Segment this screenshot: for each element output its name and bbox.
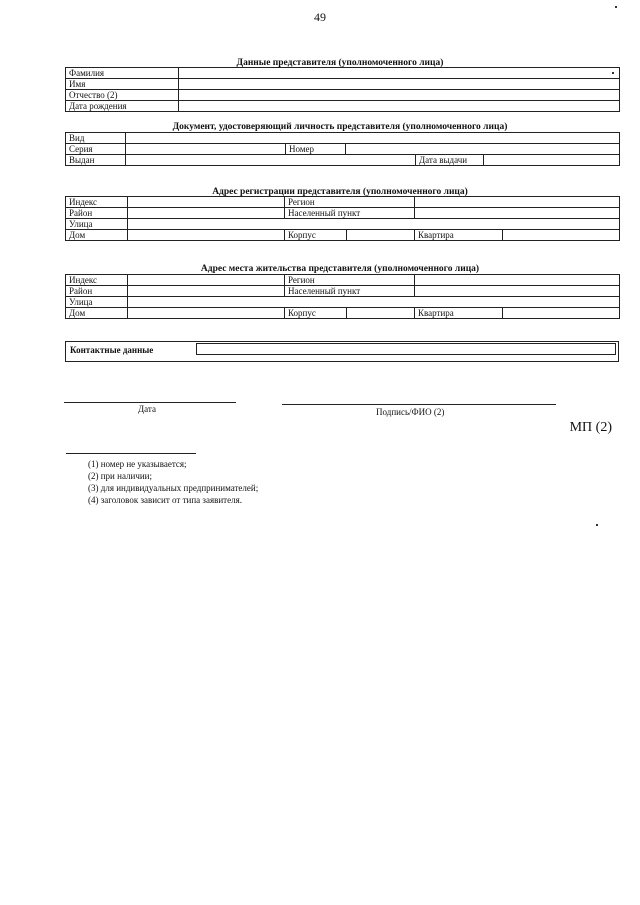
footnote-rule xyxy=(66,453,196,454)
surname-label: Фамилия xyxy=(66,68,179,79)
table-row xyxy=(66,144,620,155)
reg-street-field[interactable] xyxy=(128,219,620,230)
contacts-label: Контактные данные xyxy=(70,345,154,355)
reg-street-label: Улица xyxy=(66,219,128,230)
footnote-1: (1) номер не указывается; xyxy=(88,459,187,469)
table-row xyxy=(66,230,620,241)
footnote-4: (4) заголовок зависит от типа заявителя. xyxy=(88,495,242,505)
table-row xyxy=(66,286,620,297)
reg-apartment-label: Квартира xyxy=(415,230,503,241)
name-field[interactable] xyxy=(179,79,620,90)
representative-table xyxy=(65,67,620,112)
table-row xyxy=(66,219,620,230)
res-index-label: Индекс xyxy=(66,275,128,286)
res-district-field[interactable] xyxy=(128,286,285,297)
doc-type-field[interactable] xyxy=(126,133,620,144)
res-street-label: Улица xyxy=(66,297,128,308)
reg-house-label: Дом xyxy=(66,230,128,241)
table-row xyxy=(66,308,620,319)
reg-region-field[interactable] xyxy=(415,197,620,208)
footnote-2: (2) при наличии; xyxy=(88,471,152,481)
table-row xyxy=(66,297,620,308)
res-region-field[interactable] xyxy=(415,275,620,286)
section-representative-title: Данные представителя (уполномоченного лица) xyxy=(236,58,444,68)
section-id-document-title: Документ, удостоверяющий личность представителя (уполномоченного лица) xyxy=(172,122,508,132)
patronymic-label: Отчество (2) xyxy=(66,90,179,101)
doc-number-label: Номер xyxy=(286,144,346,155)
table-row xyxy=(66,68,620,79)
res-locality-field[interactable] xyxy=(415,286,620,297)
name-label: Имя xyxy=(66,79,179,90)
signature-line[interactable] xyxy=(282,404,556,405)
res-index-field[interactable] xyxy=(128,275,285,286)
table-row xyxy=(66,79,620,90)
reg-district-field[interactable] xyxy=(128,208,285,219)
doc-type-label: Вид xyxy=(66,133,126,144)
doc-series-label: Серия xyxy=(66,144,126,155)
reg-district-label: Район xyxy=(66,208,128,219)
reg-index-label: Индекс xyxy=(66,197,128,208)
registration-address-table xyxy=(65,196,620,241)
doc-issue-date-label: Дата выдачи xyxy=(416,155,484,166)
res-district-label: Район xyxy=(66,286,128,297)
date-caption: Дата xyxy=(138,404,156,414)
res-apartment-field[interactable] xyxy=(503,308,620,319)
reg-apartment-field[interactable] xyxy=(503,230,620,241)
res-building-field[interactable] xyxy=(347,308,415,319)
table-row xyxy=(66,197,620,208)
res-building-label: Корпус xyxy=(285,308,347,319)
signature-caption: Подпись/ФИО (2) xyxy=(376,407,445,417)
doc-issue-date-field[interactable] xyxy=(484,155,620,166)
reg-locality-label: Населенный пункт xyxy=(285,208,415,219)
id-document-table xyxy=(65,132,620,166)
section-registration-address-title: Адрес регистрации представителя (уполномоченного лица) xyxy=(212,187,468,197)
footnotes xyxy=(88,458,258,506)
contacts-field[interactable] xyxy=(196,343,616,355)
date-line[interactable] xyxy=(64,402,236,403)
surname-field[interactable] xyxy=(179,68,620,79)
residence-address-table xyxy=(65,274,620,319)
patronymic-field[interactable] xyxy=(179,90,620,101)
res-house-label: Дом xyxy=(66,308,128,319)
table-row xyxy=(66,133,620,144)
reg-index-field[interactable] xyxy=(128,197,285,208)
doc-issued-label: Выдан xyxy=(66,155,126,166)
table-row xyxy=(66,208,620,219)
res-house-field[interactable] xyxy=(128,308,285,319)
scan-speck xyxy=(612,72,614,74)
res-apartment-label: Квартира xyxy=(415,308,503,319)
table-row xyxy=(66,275,620,286)
doc-series-field[interactable] xyxy=(126,144,286,155)
doc-number-field[interactable] xyxy=(346,144,620,155)
res-street-field[interactable] xyxy=(128,297,620,308)
birthdate-field[interactable] xyxy=(179,101,620,112)
reg-house-field[interactable] xyxy=(128,230,285,241)
table-row xyxy=(66,155,620,166)
table-row xyxy=(66,90,620,101)
res-region-label: Регион xyxy=(285,275,415,286)
reg-building-field[interactable] xyxy=(347,230,415,241)
stamp-mark: МП (2) xyxy=(569,420,612,435)
res-locality-label: Населенный пункт xyxy=(285,286,415,297)
footnote-3: (3) для индивидуальных предпринимателей; xyxy=(88,483,259,493)
reg-region-label: Регион xyxy=(285,197,415,208)
reg-building-label: Корпус xyxy=(285,230,347,241)
scan-speck xyxy=(615,6,617,8)
birthdate-label: Дата рождения xyxy=(66,101,179,112)
table-row xyxy=(66,101,620,112)
section-residence-address-title: Адрес места жительства представителя (уполномоченного лица) xyxy=(200,264,480,274)
scan-speck xyxy=(596,524,598,526)
page-number: 49 xyxy=(314,10,326,24)
doc-issued-field[interactable] xyxy=(126,155,416,166)
reg-locality-field[interactable] xyxy=(415,208,620,219)
